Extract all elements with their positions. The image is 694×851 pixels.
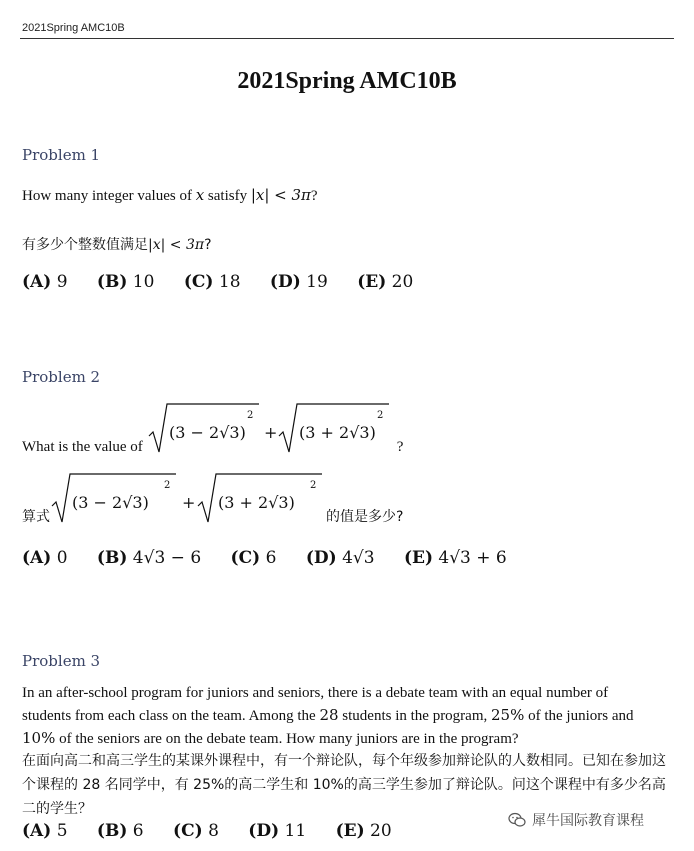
choice-d xyxy=(270,272,328,292)
p2-en-term2: (3 + 2√3) xyxy=(298,423,376,442)
choice-value: 11 xyxy=(284,821,307,841)
p2-zh-exp1: 2 xyxy=(164,480,171,491)
choice-a xyxy=(22,548,68,568)
problem-3-heading: Problem 3 xyxy=(22,652,101,670)
problem-3-choices xyxy=(22,821,416,841)
choice-d xyxy=(248,821,306,841)
choice-value: 8 xyxy=(208,821,219,841)
problem-2-question-en xyxy=(22,400,403,456)
choice-label: (A) xyxy=(22,272,52,292)
choice-label: (E) xyxy=(335,821,365,841)
choice-value: 20 xyxy=(370,821,392,841)
choice-value: 20 xyxy=(391,272,414,292)
p1-zh-suffix: ? xyxy=(204,237,212,253)
choice-e xyxy=(336,821,392,841)
p3-en-part2: students in the program, xyxy=(338,708,492,724)
choice-label: (A) xyxy=(22,821,52,841)
choice-label: (B) xyxy=(96,548,128,568)
p2-en-suffix: ? xyxy=(396,439,404,455)
choice-a xyxy=(22,272,68,292)
document-title: 2021Spring AMC10B xyxy=(237,68,457,94)
choice-e xyxy=(404,548,507,568)
p2-zh-radical-expression xyxy=(50,470,326,526)
p1-en-prefix: How many integer values of xyxy=(22,188,196,204)
p2-zh-prefix: 算式 xyxy=(22,509,50,525)
choice-value: 0 xyxy=(56,548,68,568)
choice-label: (E) xyxy=(403,548,433,568)
problem-3-question-en xyxy=(22,682,652,750)
problem-3-question-zh: 在面向高二和高三学生的某课外课程中，有一个辩论队，每个年级参加辩论队的人数相同。已知在参加这个课程的 28 名同学中，有 25%的高二学生和 10%的高三学生参加了辩论队。问这个课程中有多少名高二的学生？ xyxy=(22,753,666,817)
p2-zh-exp2: 2 xyxy=(310,480,317,491)
p2-en-term1: (3 − 2√3) xyxy=(168,423,246,442)
problem-2-choices xyxy=(22,548,531,568)
choice-b xyxy=(97,272,155,292)
choice-c xyxy=(173,821,219,841)
wechat-icon xyxy=(508,812,526,828)
p2-en-exp1: 2 xyxy=(246,410,254,421)
problem-1-question-zh xyxy=(22,234,212,254)
p3-en-part3: of the juniors and xyxy=(524,708,634,724)
choice-label: (E) xyxy=(357,272,387,292)
p2-en-exp2: 2 xyxy=(376,410,384,421)
p1-en-var: x xyxy=(195,186,205,204)
choice-value: 6 xyxy=(132,821,144,841)
problem-2-question-zh xyxy=(22,470,403,526)
p3-en-part1: In an after-school program for juniors and seniors, there is a debate team with an equal number of students from each class on the team. Among the xyxy=(22,685,609,724)
p1-zh-math: |x| < 3π xyxy=(148,237,205,253)
choice-label: (C) xyxy=(173,821,203,841)
svg-text:+: + xyxy=(263,423,278,442)
p3-en-p2: 10% xyxy=(22,729,56,747)
p2-en-prefix: What is the value of xyxy=(22,439,143,455)
choice-c xyxy=(184,272,241,292)
choice-a xyxy=(22,821,68,841)
choice-value: 6 xyxy=(265,548,277,568)
p2-zh-term1: (3 − 2√3) xyxy=(72,493,149,512)
choice-label: (B) xyxy=(96,821,128,841)
choice-value: 10 xyxy=(132,272,155,292)
choice-value: 4√3 − 6 xyxy=(132,548,202,568)
choice-label: (C) xyxy=(230,548,261,568)
choice-label: (C) xyxy=(183,272,214,292)
choice-c xyxy=(231,548,277,568)
choice-value: 18 xyxy=(218,272,241,292)
problem-1-heading: Problem 1 xyxy=(22,146,101,164)
p2-zh-suffix: 的值是多少? xyxy=(326,509,404,525)
choice-label: (A) xyxy=(22,548,52,568)
p3-en-n: 28 xyxy=(319,706,339,724)
watermark xyxy=(508,810,644,830)
watermark-text: 犀牛国际教育课程 xyxy=(532,813,644,829)
problem-1-choices xyxy=(22,272,437,292)
choice-value: 4√3 xyxy=(342,548,375,568)
p3-en-part4: of the seniors are on the debate team. How many juniors are in the program? xyxy=(55,731,519,747)
choice-label: (D) xyxy=(305,548,337,568)
choice-b xyxy=(97,821,144,841)
choice-e xyxy=(357,272,413,292)
p2-zh-term2: (3 + 2√3) xyxy=(218,493,295,512)
choice-label: (B) xyxy=(96,272,128,292)
running-header: 2021Spring AMC10B xyxy=(22,22,125,34)
svg-text:+: + xyxy=(182,493,196,512)
choice-label: (D) xyxy=(269,272,301,292)
header-divider xyxy=(20,38,674,39)
p2-en-radical-expression xyxy=(147,400,397,456)
p1-zh-prefix: 有多少个整数值满足 xyxy=(22,237,148,253)
choice-value: 9 xyxy=(56,272,68,292)
p1-en-suffix: ? xyxy=(310,188,318,204)
choice-label: (D) xyxy=(248,821,280,841)
p3-en-p1: 25% xyxy=(491,706,525,724)
choice-value: 4√3 + 6 xyxy=(438,548,507,568)
problem-1-question-en xyxy=(22,186,318,205)
choice-value: 5 xyxy=(56,821,68,841)
p1-en-math: |x| < 3π xyxy=(250,186,311,204)
problem-2-heading: Problem 2 xyxy=(22,368,101,386)
p1-en-mid: satisfy xyxy=(204,188,251,204)
choice-value: 19 xyxy=(306,272,328,292)
choice-d xyxy=(306,548,375,568)
choice-b xyxy=(97,548,201,568)
